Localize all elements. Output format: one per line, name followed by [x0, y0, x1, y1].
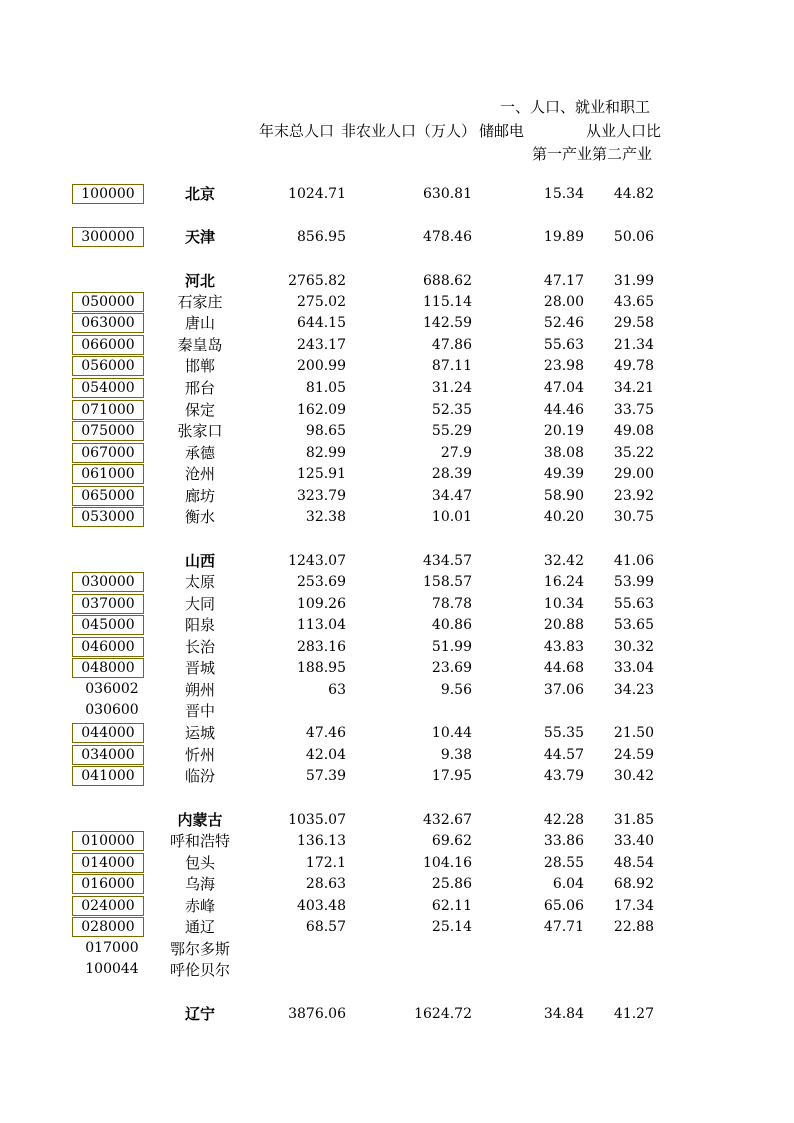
postal-code-cell: 030600 — [85, 702, 139, 718]
primary-industry-share-value: 47.71 — [543, 919, 584, 935]
total-population-value: 2765.82 — [288, 273, 346, 289]
total-population-value: 162.09 — [297, 402, 346, 418]
city-name: 太原 — [184, 573, 215, 591]
table-row — [0, 680, 794, 700]
secondary-industry-share-value: 50.06 — [613, 229, 654, 245]
table-row — [0, 400, 794, 420]
postal-code-cell[interactable]: 071000 — [72, 400, 144, 420]
table-row — [0, 874, 794, 894]
city-name: 唐山 — [184, 314, 215, 332]
primary-industry-share-value: 28.00 — [543, 294, 584, 310]
postal-code-cell[interactable]: 300000 — [72, 227, 144, 247]
secondary-industry-share-value: 43.65 — [613, 294, 654, 310]
total-population-value: 113.04 — [297, 617, 346, 633]
city-name: 乌海 — [184, 875, 215, 893]
table-row — [0, 637, 794, 657]
postal-code-cell[interactable]: 075000 — [72, 421, 144, 441]
nonagricultural-population-value: 78.78 — [431, 596, 472, 612]
city-name: 忻州 — [184, 746, 215, 764]
primary-industry-share-value: 23.98 — [543, 358, 584, 374]
postal-code-cell[interactable]: 045000 — [72, 615, 144, 635]
city-name: 通辽 — [184, 918, 215, 936]
city-name: 临汾 — [184, 767, 215, 785]
primary-industry-share-value: 28.55 — [543, 855, 584, 871]
header-middle-column: 储邮电 — [479, 122, 525, 140]
city-name: 呼伦贝尔 — [169, 961, 230, 979]
primary-industry-share-value: 49.39 — [543, 466, 584, 482]
total-population-value: 32.38 — [305, 509, 346, 525]
table-row — [0, 335, 794, 355]
nonagricultural-population-value: 55.29 — [431, 423, 472, 439]
secondary-industry-share-value: 33.75 — [613, 402, 654, 418]
secondary-industry-share-value: 33.04 — [613, 660, 654, 676]
nonagricultural-population-value: 630.81 — [423, 186, 472, 202]
total-population-value: 1243.07 — [288, 553, 346, 569]
secondary-industry-share-value: 49.78 — [613, 358, 654, 374]
total-population-value: 1024.71 — [288, 186, 346, 202]
nonagricultural-population-value: 34.47 — [431, 488, 472, 504]
nonagricultural-population-value: 688.62 — [423, 273, 472, 289]
city-name: 廊坊 — [184, 487, 215, 505]
total-population-value: 3876.06 — [288, 1006, 346, 1022]
primary-industry-share-value: 47.04 — [543, 380, 584, 396]
nonagricultural-population-value: 28.39 — [431, 466, 472, 482]
primary-industry-share-value: 37.06 — [543, 682, 584, 698]
postal-code-cell[interactable]: 067000 — [72, 443, 144, 463]
table-row — [0, 443, 794, 463]
nonagricultural-population-value: 31.24 — [431, 380, 472, 396]
secondary-industry-share-value: 31.99 — [613, 273, 654, 289]
primary-industry-share-value: 44.68 — [543, 660, 584, 676]
sheet-title: 一、人口、就业和职工 — [500, 98, 651, 116]
table-row — [0, 356, 794, 376]
city-name: 运城 — [184, 724, 215, 742]
total-population-value: 644.15 — [297, 315, 346, 331]
table-row — [0, 1004, 794, 1024]
table-row — [0, 594, 794, 614]
city-name: 朔州 — [184, 681, 215, 699]
header-employment-ratio: 从业人口比 — [586, 122, 662, 140]
table-row — [0, 896, 794, 916]
primary-industry-share-value: 32.42 — [543, 553, 584, 569]
table-row — [0, 701, 794, 721]
nonagricultural-population-value: 434.57 — [423, 553, 472, 569]
nonagricultural-population-value: 17.95 — [431, 768, 472, 784]
total-population-value: 42.04 — [305, 747, 346, 763]
primary-industry-share-value: 55.35 — [543, 725, 584, 741]
total-population-value: 63 — [328, 682, 346, 698]
primary-industry-share-value: 16.24 — [543, 574, 584, 590]
nonagricultural-population-value: 115.14 — [423, 294, 472, 310]
postal-code-cell: 036002 — [85, 681, 139, 697]
city-name: 包头 — [184, 854, 215, 872]
table-row — [0, 271, 794, 291]
secondary-industry-share-value: 21.34 — [613, 337, 654, 353]
total-population-value: 323.79 — [297, 488, 346, 504]
nonagricultural-population-value: 27.9 — [440, 445, 472, 461]
total-population-value: 172.1 — [305, 855, 346, 871]
secondary-industry-share-value: 30.42 — [613, 768, 654, 784]
table-row — [0, 917, 794, 937]
city-name: 大同 — [184, 595, 215, 613]
secondary-industry-share-value: 29.00 — [613, 466, 654, 482]
primary-industry-share-value: 15.34 — [543, 186, 584, 202]
secondary-industry-share-value: 53.65 — [613, 617, 654, 633]
table-row — [0, 227, 794, 247]
total-population-value: 109.26 — [297, 596, 346, 612]
secondary-industry-share-value: 21.50 — [613, 725, 654, 741]
nonagricultural-population-value: 432.67 — [423, 812, 472, 828]
primary-industry-share-value: 42.28 — [543, 812, 584, 828]
primary-industry-share-value: 44.57 — [543, 747, 584, 763]
total-population-value: 81.05 — [305, 380, 346, 396]
nonagricultural-population-value: 47.86 — [431, 337, 472, 353]
total-population-value: 28.63 — [305, 876, 346, 892]
nonagricultural-population-value: 9.56 — [440, 682, 472, 698]
province-name: 河北 — [184, 272, 215, 290]
city-name: 沧州 — [184, 465, 215, 483]
primary-industry-share-value: 52.46 — [543, 315, 584, 331]
postal-code-cell[interactable]: 066000 — [72, 335, 144, 355]
postal-code-cell[interactable]: 014000 — [72, 853, 144, 873]
primary-industry-share-value: 34.84 — [543, 1006, 584, 1022]
postal-code-cell[interactable]: 053000 — [72, 507, 144, 527]
secondary-industry-share-value: 29.58 — [613, 315, 654, 331]
primary-industry-share-value: 19.89 — [543, 229, 584, 245]
postal-code-cell[interactable]: 050000 — [72, 292, 144, 312]
table-row — [0, 378, 794, 398]
postal-code-cell[interactable]: 065000 — [72, 486, 144, 506]
table-row — [0, 486, 794, 506]
city-name: 秦皇岛 — [177, 336, 223, 354]
postal-code-cell[interactable]: 054000 — [72, 378, 144, 398]
total-population-value: 283.16 — [297, 639, 346, 655]
total-population-value: 1035.07 — [288, 812, 346, 828]
total-population-value: 188.95 — [297, 660, 346, 676]
primary-industry-share-value: 20.19 — [543, 423, 584, 439]
secondary-industry-share-value: 17.34 — [613, 898, 654, 914]
primary-industry-share-value: 40.20 — [543, 509, 584, 525]
total-population-value: 68.57 — [305, 919, 346, 935]
table-row — [0, 551, 794, 571]
nonagricultural-population-value: 62.11 — [431, 898, 472, 914]
table-row — [0, 507, 794, 527]
nonagricultural-population-value: 10.44 — [431, 725, 472, 741]
table-row — [0, 810, 794, 830]
primary-industry-share-value: 10.34 — [543, 596, 584, 612]
secondary-industry-share-value: 35.22 — [613, 445, 654, 461]
primary-industry-share-value: 38.08 — [543, 445, 584, 461]
total-population-value: 47.46 — [305, 725, 346, 741]
postal-code-cell[interactable]: 037000 — [72, 594, 144, 614]
primary-industry-share-value: 20.88 — [543, 617, 584, 633]
province-name: 内蒙古 — [177, 811, 223, 829]
secondary-industry-share-value: 33.40 — [613, 833, 654, 849]
secondary-industry-share-value: 44.82 — [613, 186, 654, 202]
postal-code-cell[interactable]: 030000 — [72, 572, 144, 592]
postal-code-cell[interactable]: 024000 — [72, 896, 144, 916]
city-name: 邯郸 — [184, 357, 215, 375]
postal-code-cell[interactable]: 061000 — [72, 464, 144, 484]
primary-industry-share-value: 43.83 — [543, 639, 584, 655]
province-name: 北京 — [184, 185, 215, 203]
table-row — [0, 960, 794, 980]
header-industry-breakdown: 第一产业第二产业 — [532, 145, 653, 163]
total-population-value: 200.99 — [297, 358, 346, 374]
total-population-value: 82.99 — [305, 445, 346, 461]
secondary-industry-share-value: 30.32 — [613, 639, 654, 655]
table-row — [0, 615, 794, 635]
table-row — [0, 184, 794, 204]
nonagricultural-population-value: 52.35 — [431, 402, 472, 418]
postal-code-cell[interactable]: 034000 — [72, 745, 144, 765]
secondary-industry-share-value: 68.92 — [613, 876, 654, 892]
city-name: 晋中 — [184, 702, 215, 720]
city-name: 衡水 — [184, 508, 215, 526]
secondary-industry-share-value: 22.88 — [613, 919, 654, 935]
province-name: 山西 — [184, 552, 215, 570]
nonagricultural-population-value: 10.01 — [431, 509, 472, 525]
table-row — [0, 421, 794, 441]
postal-code-cell: 100044 — [85, 961, 139, 977]
nonagricultural-population-value: 25.86 — [431, 876, 472, 892]
secondary-industry-share-value: 23.92 — [613, 488, 654, 504]
secondary-industry-share-value: 24.59 — [613, 747, 654, 763]
postal-code-cell[interactable]: 044000 — [72, 723, 144, 743]
table-row — [0, 292, 794, 312]
primary-industry-share-value: 43.79 — [543, 768, 584, 784]
postal-code-cell[interactable]: 028000 — [72, 917, 144, 937]
total-population-value: 98.65 — [305, 423, 346, 439]
table-row — [0, 464, 794, 484]
city-name: 鄂尔多斯 — [169, 940, 230, 958]
nonagricultural-population-value: 51.99 — [431, 639, 472, 655]
postal-code-cell[interactable]: 048000 — [72, 658, 144, 678]
postal-code-cell[interactable]: 063000 — [72, 313, 144, 333]
primary-industry-share-value: 65.06 — [543, 898, 584, 914]
postal-code-cell[interactable]: 046000 — [72, 637, 144, 657]
secondary-industry-share-value: 55.63 — [613, 596, 654, 612]
total-population-value: 243.17 — [297, 337, 346, 353]
primary-industry-share-value: 47.17 — [543, 273, 584, 289]
secondary-industry-share-value: 41.27 — [613, 1006, 654, 1022]
table-row — [0, 572, 794, 592]
total-population-value: 403.48 — [297, 898, 346, 914]
table-row — [0, 313, 794, 333]
nonagricultural-population-value: 25.14 — [431, 919, 472, 935]
city-name: 邢台 — [184, 379, 215, 397]
nonagricultural-population-value: 1624.72 — [414, 1006, 472, 1022]
table-row — [0, 939, 794, 959]
header-total-population: 年末总人口 — [259, 122, 335, 140]
primary-industry-share-value: 44.46 — [543, 402, 584, 418]
postal-code-cell[interactable]: 010000 — [72, 831, 144, 851]
primary-industry-share-value: 33.86 — [543, 833, 584, 849]
postal-code-cell[interactable]: 041000 — [72, 766, 144, 786]
province-name: 天津 — [184, 228, 215, 246]
total-population-value: 275.02 — [297, 294, 346, 310]
city-name: 长治 — [184, 638, 215, 656]
city-name: 呼和浩特 — [169, 832, 230, 850]
nonagricultural-population-value: 478.46 — [423, 229, 472, 245]
secondary-industry-share-value: 49.08 — [613, 423, 654, 439]
city-name: 张家口 — [177, 422, 223, 440]
nonagricultural-population-value: 158.57 — [423, 574, 472, 590]
table-row — [0, 745, 794, 765]
postal-code-cell: 017000 — [85, 940, 139, 956]
nonagricultural-population-value: 142.59 — [423, 315, 472, 331]
total-population-value: 57.39 — [305, 768, 346, 784]
province-name: 辽宁 — [184, 1005, 215, 1023]
nonagricultural-population-value: 23.69 — [431, 660, 472, 676]
primary-industry-share-value: 6.04 — [552, 876, 584, 892]
total-population-value: 125.91 — [297, 466, 346, 482]
city-name: 赤峰 — [184, 897, 215, 915]
city-name: 保定 — [184, 401, 215, 419]
postal-code-cell[interactable]: 016000 — [72, 874, 144, 894]
secondary-industry-share-value: 41.06 — [613, 553, 654, 569]
nonagricultural-population-value: 69.62 — [431, 833, 472, 849]
nonagricultural-population-value: 40.86 — [431, 617, 472, 633]
table-row — [0, 853, 794, 873]
postal-code-cell[interactable]: 100000 — [72, 184, 144, 204]
city-name: 晋城 — [184, 659, 215, 677]
total-population-value: 136.13 — [297, 833, 346, 849]
secondary-industry-share-value: 48.54 — [613, 855, 654, 871]
secondary-industry-share-value: 31.85 — [613, 812, 654, 828]
city-name: 承德 — [184, 444, 215, 462]
nonagricultural-population-value: 104.16 — [423, 855, 472, 871]
total-population-value: 253.69 — [297, 574, 346, 590]
secondary-industry-share-value: 34.23 — [613, 682, 654, 698]
primary-industry-share-value: 58.90 — [543, 488, 584, 504]
city-name: 石家庄 — [177, 293, 223, 311]
table-row — [0, 831, 794, 851]
table-row — [0, 723, 794, 743]
secondary-industry-share-value: 53.99 — [613, 574, 654, 590]
table-row — [0, 766, 794, 786]
nonagricultural-population-value: 87.11 — [431, 358, 472, 374]
city-name: 阳泉 — [184, 616, 215, 634]
table-row — [0, 658, 794, 678]
total-population-value: 856.95 — [297, 229, 346, 245]
header-nonagricultural-population: 非农业人口（万人） — [341, 122, 477, 140]
primary-industry-share-value: 55.63 — [543, 337, 584, 353]
postal-code-cell[interactable]: 056000 — [72, 356, 144, 376]
secondary-industry-share-value: 34.21 — [613, 380, 654, 396]
secondary-industry-share-value: 30.75 — [613, 509, 654, 525]
nonagricultural-population-value: 9.38 — [440, 747, 472, 763]
